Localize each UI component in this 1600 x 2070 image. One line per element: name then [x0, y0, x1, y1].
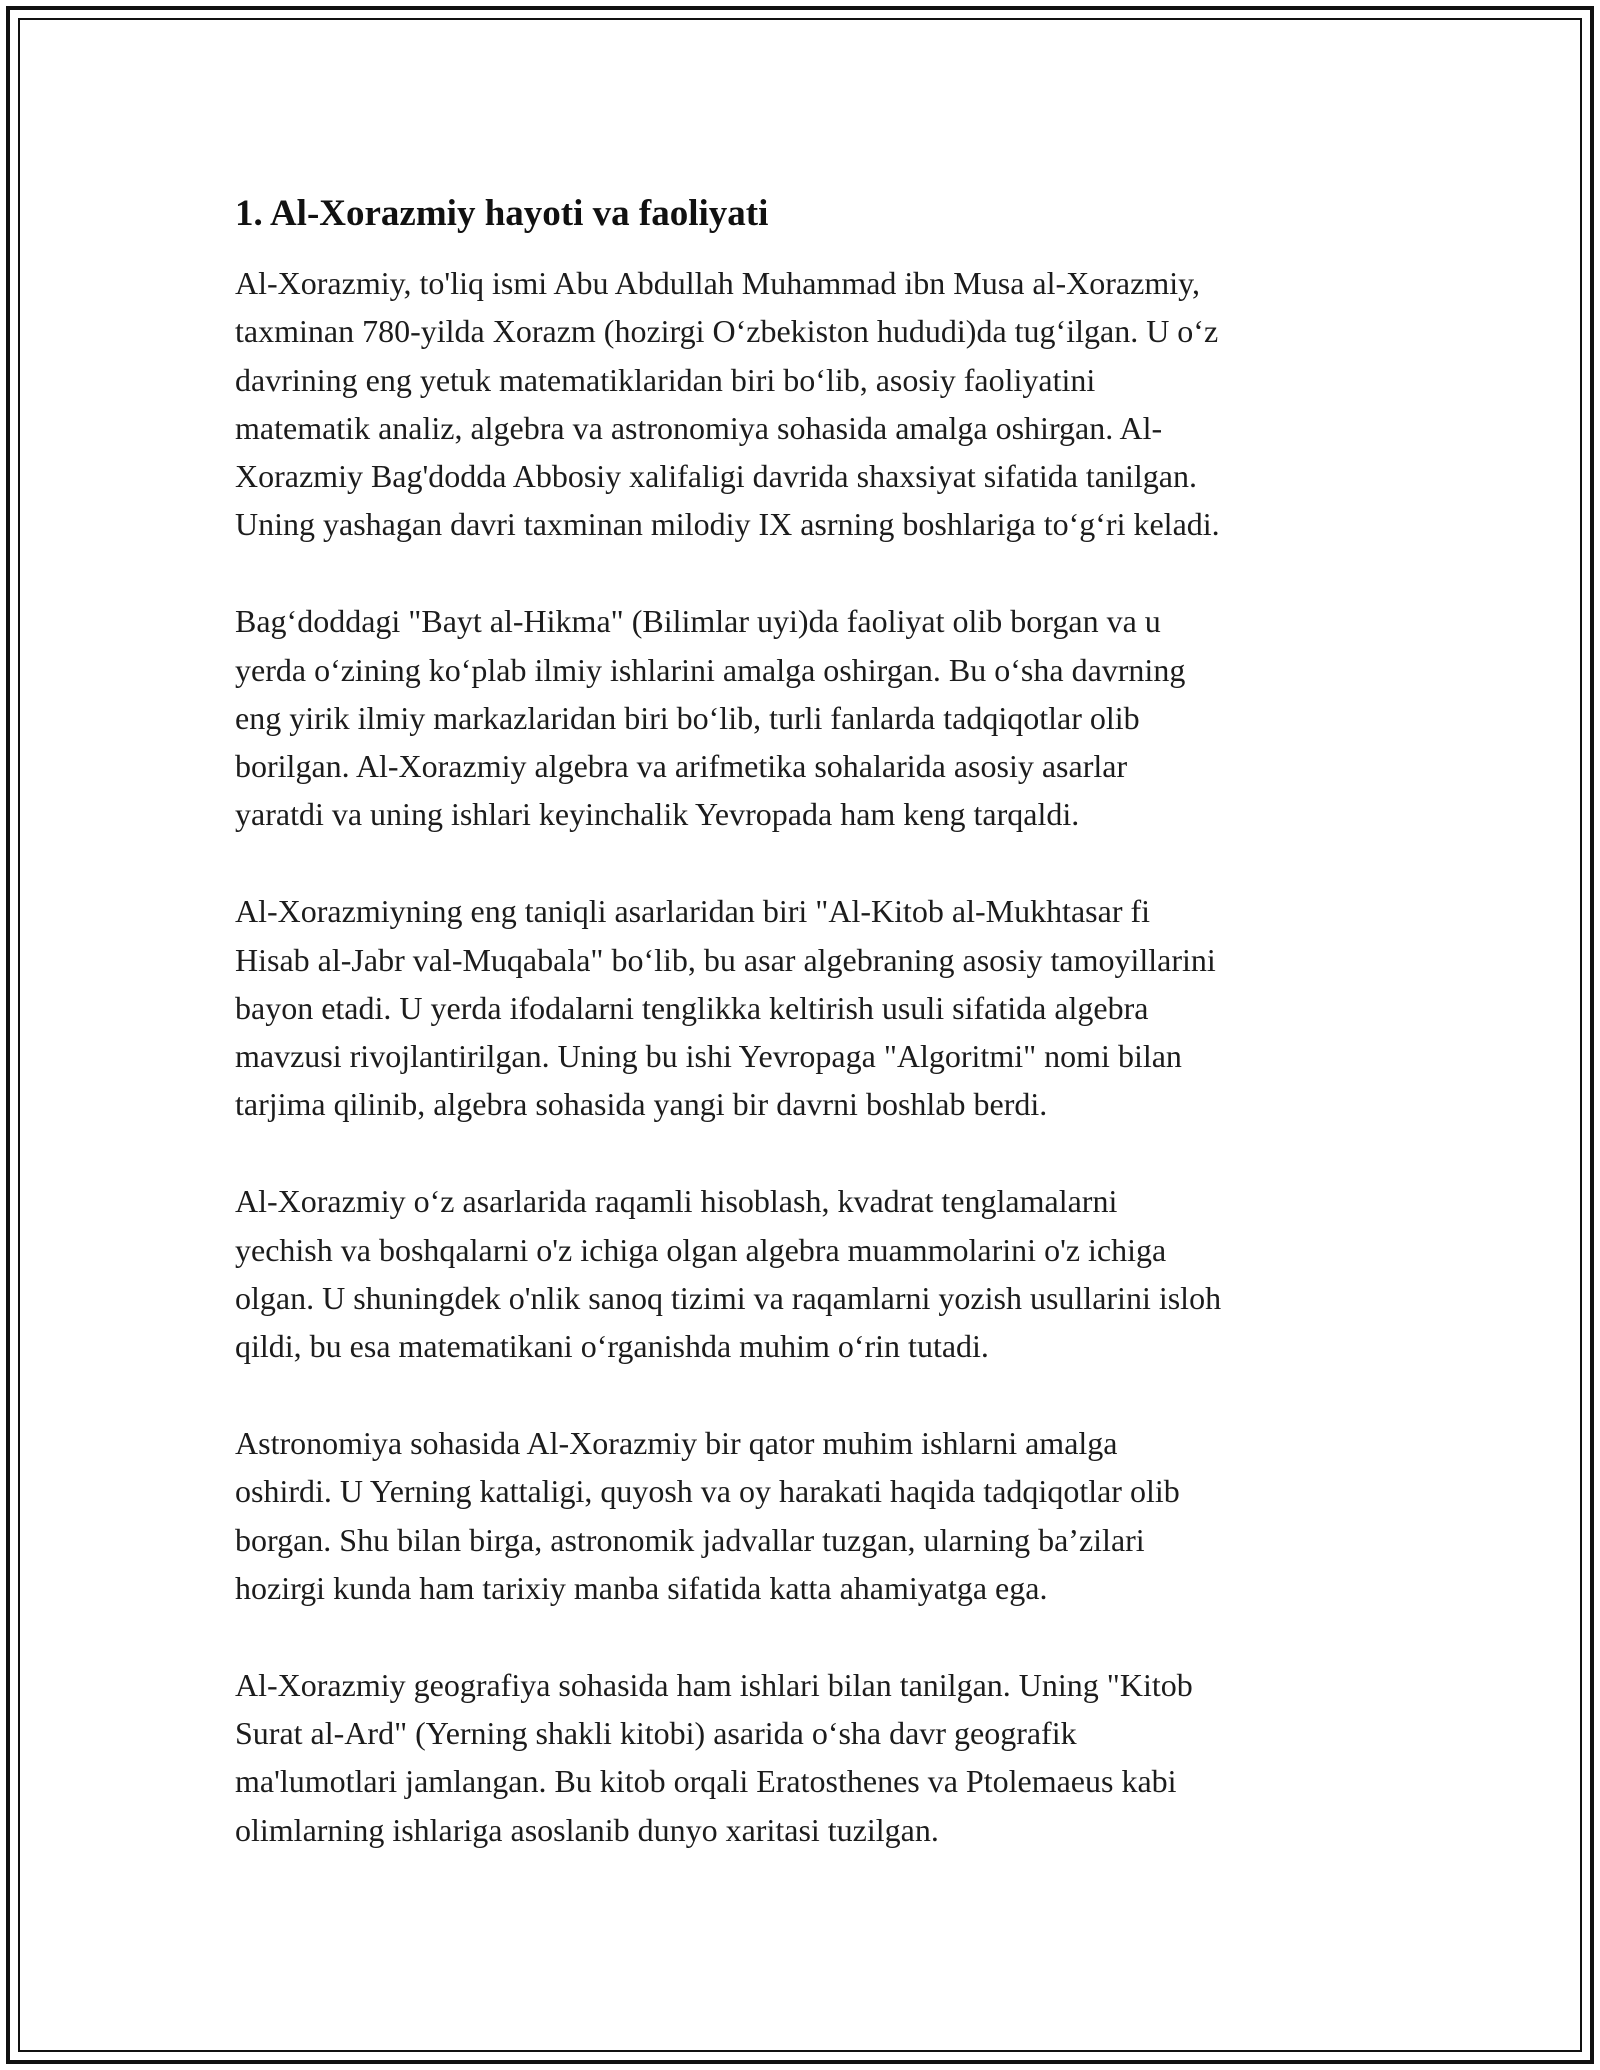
paragraph-line: ma'lumotlari jamlangan. Bu kitob orqali Eratosthenes va Ptolemaeus kabi	[235, 1763, 1177, 1800]
paragraph-line: Astronomiya sohasida Al-Xorazmiy bir qator muhim ishlarni amalga	[235, 1424, 1118, 1461]
paragraph-line: qildi, bu esa matematikani o‘rganishda muhim o‘rin tutadi.	[235, 1328, 989, 1365]
paragraph-line: taxminan 780-yilda Xorazm (hozirgi O‘zbekiston hududi)da tug‘ilgan. U o‘z	[235, 313, 1219, 350]
section-heading: 1. Al-Xorazmiy hayoti va faoliyati	[235, 193, 769, 234]
paragraph	[235, 597, 1375, 838]
paragraph-line: tarjima qilinib, algebra sohasida yangi bir davrni boshlab berdi.	[235, 1086, 1048, 1123]
paragraph-line: olgan. U shuningdek o'nlik sanoq tizimi va raqamlarni yozish usullarini isloh	[235, 1279, 1222, 1316]
paragraph-line: davrining eng yetuk matematiklaridan biri bo‘lib, asosiy faoliyatini	[235, 361, 1096, 398]
paragraph	[235, 1661, 1375, 1854]
paragraph-line: Hisab al-Jabr val-Muqabala" bo‘lib, bu asar algebraning asosiy tamoyillarini	[235, 941, 1216, 978]
paragraph-line: borgan. Shu bilan birga, astronomik jadvallar tuzgan, ularning ba’zilari	[235, 1521, 1145, 1558]
paragraph-line: Al-Xorazmiy o‘z asarlarida raqamli hisoblash, kvadrat tenglamalarni	[235, 1183, 1118, 1220]
paragraph	[235, 1419, 1375, 1612]
paragraph-line: yerda o‘zining ko‘plab ilmiy ishlarini amalga oshirgan. Bu o‘sha davrning	[235, 651, 1186, 688]
paragraph-line: hozirgi kunda ham tarixiy manba sifatida katta ahamiyatga ega.	[235, 1569, 1048, 1606]
paragraph-line: Uning yashagan davri taxminan milodiy IX asrning boshlariga to‘g‘ri keladi.	[235, 506, 1220, 543]
paragraph-line: Xorazmiy Bag'dodda Abbosiy xalifaligi davrida shaxsiyat sifatida tanilgan.	[235, 458, 1197, 495]
paragraph-line: mavzusi rivojlantirilgan. Uning bu ishi Yevropaga "Algoritmi" nomi bilan	[235, 1038, 1182, 1075]
paragraph	[235, 1177, 1375, 1370]
paragraph-line: Bag‘doddagi "Bayt al-Hikma" (Bilimlar uyi)da faoliyat olib borgan va u	[235, 603, 1161, 640]
paragraph-line: bayon etadi. U yerda ifodalarni tenglikka keltirish usuli sifatida algebra	[235, 989, 1149, 1026]
paragraph-line: matematik analiz, algebra va astronomiya sohasida amalga oshirgan. Al-	[235, 409, 1163, 446]
paragraph-line: borilgan. Al-Xorazmiy algebra va arifmetika sohalarida asosiy asarlar	[235, 748, 1128, 785]
paragraph	[235, 259, 1375, 549]
paragraph	[235, 887, 1375, 1128]
paragraph-line: eng yirik ilmiy markazlaridan biri bo‘lib, turli fanlarda tadqiqotlar olib	[235, 699, 1140, 736]
paragraph-list	[235, 259, 1375, 1854]
paragraph-line: Surat al-Ard" (Yerning shakli kitobi) asarida o‘sha davr geografik	[235, 1714, 1077, 1751]
paragraph-line: yechish va boshqalarni o'z ichiga olgan algebra muammolarini o'z ichiga	[235, 1231, 1167, 1268]
paragraph-line: Al-Xorazmiyning eng taniqli asarlaridan biri "Al-Kitob al-Mukhtasar fi	[235, 893, 1151, 930]
paragraph-line: oshirdi. U Yerning kattaligi, quyosh va oy harakati haqida tadqiqotlar olib	[235, 1473, 1180, 1510]
paragraph-line: Al-Xorazmiy geografiya sohasida ham ishlari bilan tanilgan. Uning "Kitob	[235, 1666, 1193, 1703]
paragraph-line: olimlarning ishlariga asoslanib dunyo xaritasi tuzilgan.	[235, 1811, 939, 1848]
paragraph-line: yaratdi va uning ishlari keyinchalik Yevropada ham keng tarqaldi.	[235, 796, 1080, 833]
paragraph-line: Al-Xorazmiy, to'liq ismi Abu Abdullah Muhammad ibn Musa al-Xorazmiy,	[235, 265, 1201, 301]
document-body	[235, 187, 1375, 1902]
